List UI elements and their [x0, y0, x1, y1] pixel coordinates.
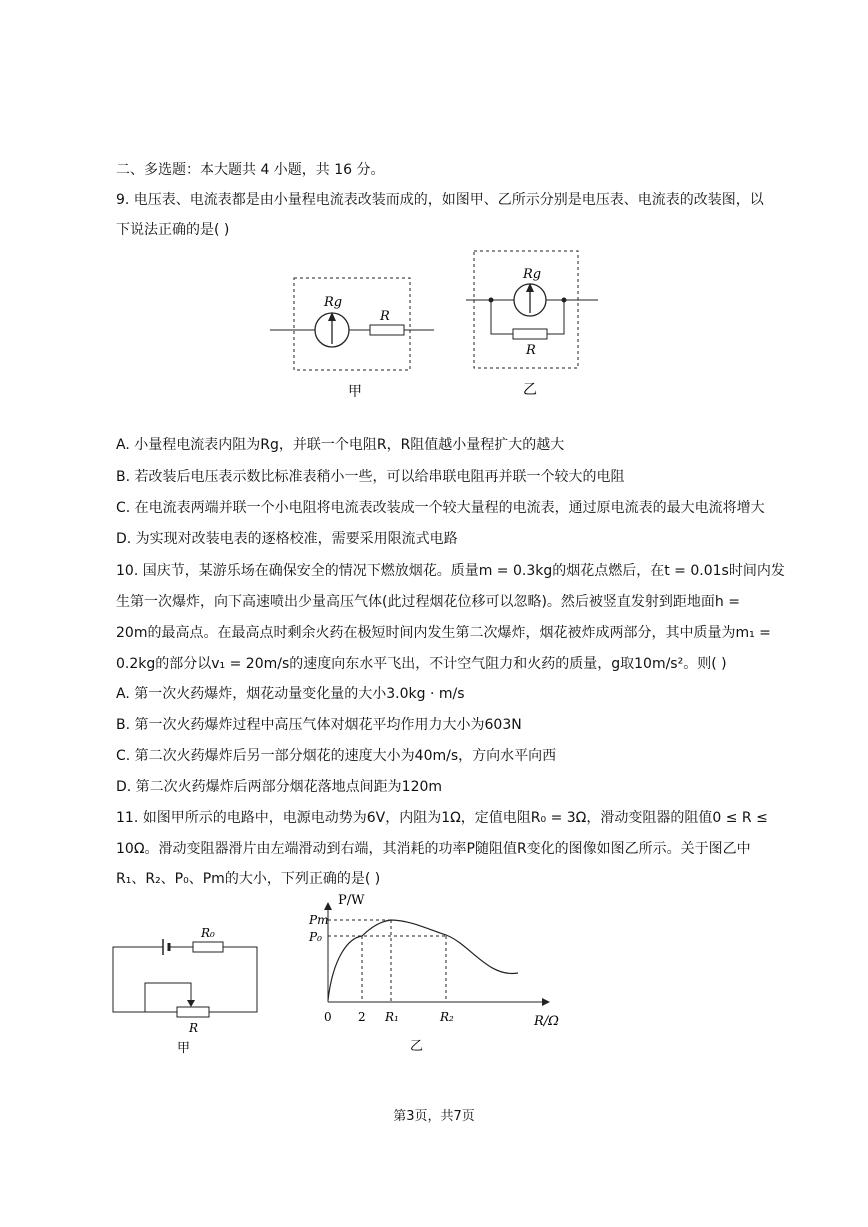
q9-figure: [260, 248, 610, 408]
fig-jia-r-label: R: [380, 309, 390, 324]
page-footer: 第3页，共7页: [393, 1109, 475, 1124]
q11-p0-label: P₀: [309, 930, 322, 944]
q11-r-label: R: [189, 1021, 199, 1035]
q9-stem-line2: 下说法正确的是( ): [116, 222, 230, 238]
q10-option-c: C. 第二次火药爆炸后另一部分烟花的速度大小为40m/s，方向水平向西: [116, 748, 557, 764]
q10-line4: 0.2kg的部分以v₁ = 20m/s的速度向东水平飞出，不计空气阻力和火药的质量，g取10m/s²。则( ): [116, 656, 727, 672]
q11-x-axis-label: R/Ω: [534, 1014, 559, 1029]
q11-jia-caption: 甲: [177, 1041, 191, 1056]
q11-yi-caption: 乙: [410, 1039, 424, 1054]
q9-option-b: B. 若改装后电压表示数比标准表稍小一些，可以给串联电阻再并联一个较大的电阻: [116, 469, 625, 485]
q11-circuit-figure: [105, 920, 275, 1060]
q9-option-c: C. 在电流表两端并联一个小电阻将电流表改装成一个较大量程的电流表，通过原电流表的最大电流将增大: [116, 500, 765, 516]
q10-line2: 生第一次爆炸，向下高速喷出少量高压气体(此过程烟花位移可以忽略)。然后被竖直发射到距地面h =: [116, 594, 740, 610]
fig-yi-rg-label: Rg: [523, 267, 542, 282]
fig-yi-caption: 乙: [523, 382, 537, 398]
q11-r1-label: R₁: [385, 1010, 399, 1024]
q10-line3: 20m的最高点。在最高点时剩余火药在极短时间内发生第二次爆炸，烟花被炸成两部分，其中质量为m₁ =: [116, 625, 771, 641]
q9-option-d: D. 为实现对改装电表的逐格校准，需要采用限流式电路: [116, 531, 458, 547]
q11-r2-label: R₂: [440, 1010, 454, 1024]
fig-jia-caption: 甲: [348, 384, 362, 400]
q11-y-axis-label: P/W: [338, 893, 365, 908]
q10-option-d: D. 第二次火药爆炸后两部分烟花落地点间距为120m: [116, 779, 443, 795]
q11-line2: 10Ω。滑动变阻器滑片由左端滑动到右端，其消耗的功率P随阻值R变化的图像如图乙所示。关于图乙中: [116, 841, 751, 857]
q11-line1: 11. 如图甲所示的电路中，电源电动势为6V，内阻为1Ω，定值电阻R₀ = 3Ω，滑动变阻器的阻值0 ≤ R ≤: [116, 810, 768, 826]
q10-option-b: B. 第一次火药爆炸过程中高压气体对烟花平均作用力大小为603N: [116, 717, 522, 733]
q11-tick-2: 2: [358, 1010, 366, 1024]
fig-yi-r-label: R: [526, 343, 536, 358]
section-title: 二、多选题：本大题共 4 小题，共 16 分。: [116, 162, 385, 178]
q11-pm-label: Pm: [309, 913, 329, 927]
q11-origin-label: 0: [324, 1010, 332, 1024]
q9-option-a: A. 小量程电流表内阻为Rg，并联一个电阻R，R阻值越小量程扩大的越大: [116, 437, 565, 453]
fig-jia-rg-label: Rg: [324, 295, 343, 310]
q11-power-graph: [300, 888, 570, 1060]
fig-yi-ammeter: [466, 251, 598, 398]
q11-line3: R₁、R₂、P₀、Pm的大小，下列正确的是( ): [116, 871, 381, 887]
q10-option-a: A. 第一次火药爆炸，烟花动量变化量的大小3.0kg · m/s: [116, 686, 465, 702]
q9-stem-line1: 9. 电压表、电流表都是由小量程电流表改装而成的，如图甲、乙所示分别是电压表、电流表的改装图，以: [116, 192, 764, 208]
q10-line1: 10. 国庆节，某游乐场在确保安全的情况下燃放烟花。质量m = 0.3kg的烟花点燃后，在t = 0.01s时间内发: [116, 563, 785, 579]
fig-jia-voltmeter: [270, 278, 434, 400]
q11-r0-label: R₀: [201, 926, 215, 940]
